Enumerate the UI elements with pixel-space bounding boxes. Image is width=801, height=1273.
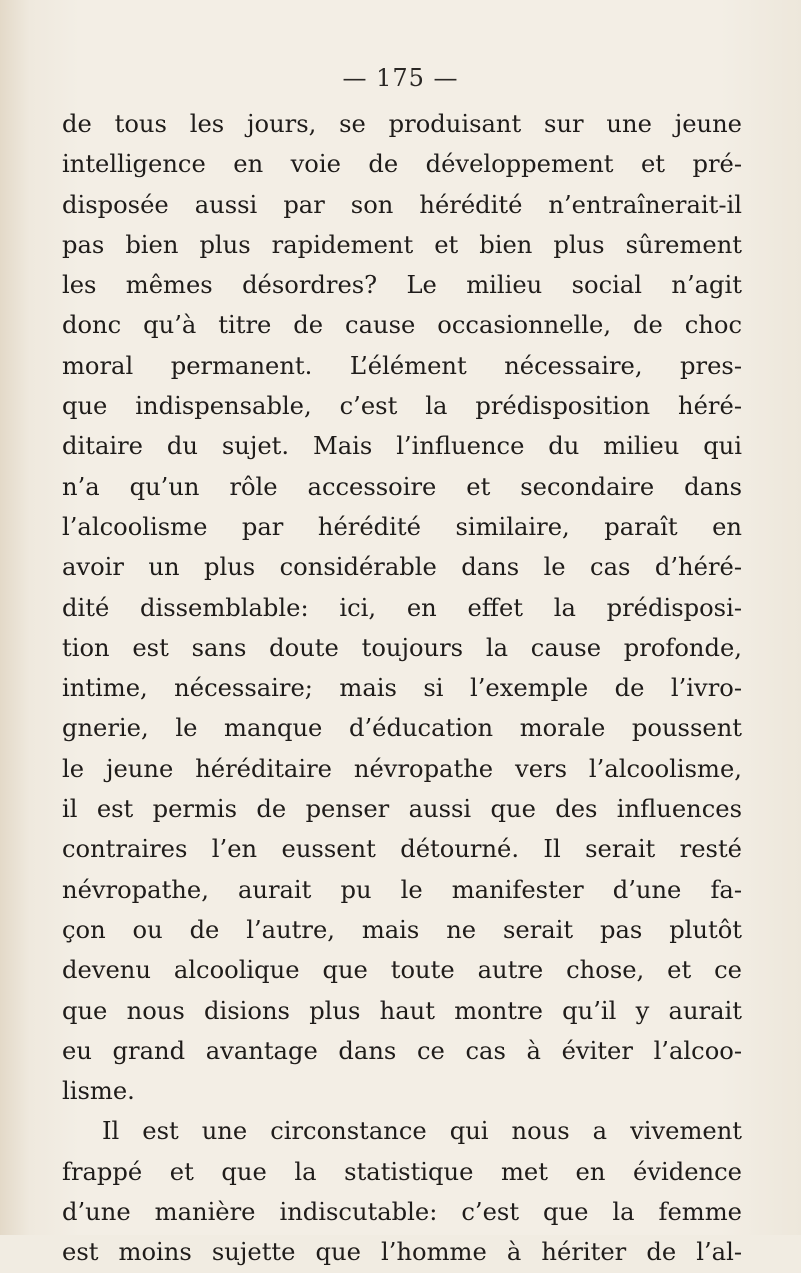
- text-line: de tous les jours, se produisant sur une jeune: [62, 110, 742, 138]
- page-number: — 175 —: [342, 64, 459, 92]
- text-line: que nous disions plus haut montre qu’il y aurait: [62, 996, 742, 1025]
- text-line: dité dissemblable: ici, en effet la prédisposi-: [62, 593, 742, 622]
- text-line: disposée aussi par son hérédité n’entraînerait-il: [62, 190, 742, 219]
- text-line: d’une manière indiscutable: c’est que la femme: [62, 1198, 742, 1227]
- text-line: eu grand avantage dans ce cas à éviter l’alcoo-: [62, 1036, 742, 1065]
- text-line: l’alcoolisme par hérédité similaire, paraît en: [62, 512, 742, 541]
- text-line: pas bien plus rapidement et bien plus sûrement: [62, 230, 742, 259]
- text-line: il est permis de penser aussi que des influences: [62, 795, 742, 824]
- text-line: çon ou de l’autre, mais ne serait pas plutôt: [62, 915, 742, 944]
- text-line: n’a qu’un rôle accessoire et secondaire dans: [62, 472, 742, 501]
- text-line: devenu alcoolique que toute autre chose, et ce: [62, 956, 742, 985]
- text-line: avoir un plus considérable dans le cas d’héré-: [62, 553, 742, 582]
- text-line: intelligence en voie de développement et pré-: [62, 150, 742, 179]
- text-line: contraires l’en eussent détourné. Il serait resté: [62, 835, 742, 864]
- body-text: [62, 104, 742, 1273]
- text-line: est moins sujette que l’homme à hériter de l’al-: [62, 1238, 742, 1267]
- paragraph-end-line: lisme.: [62, 1077, 135, 1106]
- text-line: donc qu’à titre de cause occasionnelle, de choc: [62, 311, 742, 340]
- text-line: gnerie, le manque d’éducation morale poussent: [62, 714, 742, 743]
- text-line: moral permanent. L’élément nécessaire, pres-: [62, 351, 742, 380]
- text-line: tion est sans doute toujours la cause profonde,: [62, 633, 742, 662]
- text-line: frappé et que la statistique met en évidence: [62, 1157, 742, 1186]
- text-line: que indispensable, c’est la prédisposition héré-: [62, 392, 742, 421]
- paragraph-start-line: Il est une circonstance qui nous a vivement: [102, 1117, 742, 1146]
- text-line: névropathe, aurait pu le manifester d’une fa-: [62, 875, 742, 904]
- text-line: ditaire du sujet. Mais l’influence du milieu qui: [62, 432, 742, 461]
- text-line: intime, nécessaire; mais si l’exemple de l’ivro-: [62, 674, 742, 703]
- text-line: les mêmes désordres? Le milieu social n’agit: [62, 271, 742, 300]
- text-line: le jeune héréditaire névropathe vers l’alcoolisme,: [62, 754, 742, 783]
